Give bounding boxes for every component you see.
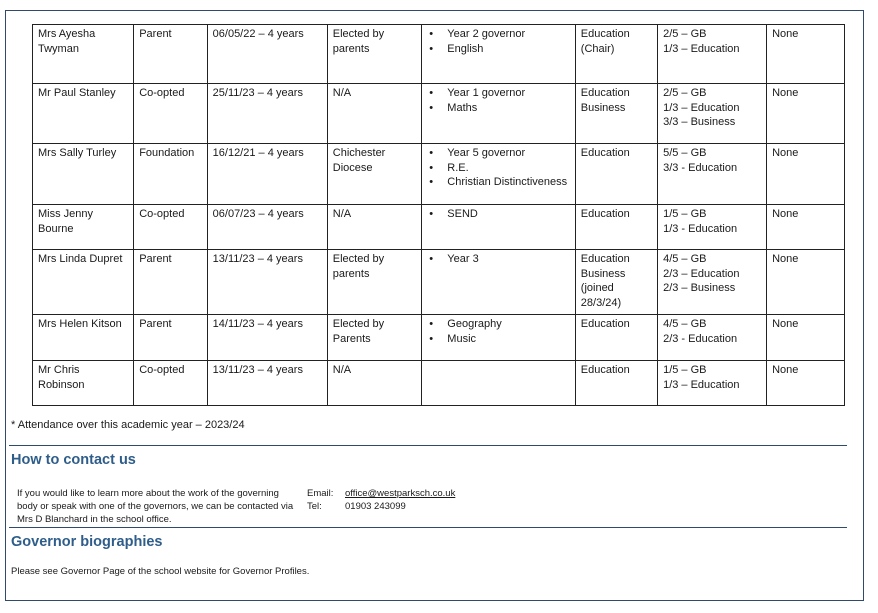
appointed-by-line: Parents xyxy=(332,332,371,345)
section-divider xyxy=(9,527,847,528)
contact-values xyxy=(345,487,455,513)
term-of-office xyxy=(207,250,327,315)
governor-name xyxy=(33,84,134,144)
term-of-office-line: 06/05/22 – 4 years xyxy=(212,28,304,40)
table-row xyxy=(33,84,845,144)
contact-description: If you would like to learn more about the work of the governing body or speak with one of the governors, we can be contacted via Mrs D Blanchard in the school office. xyxy=(17,488,294,525)
attendance-note: * Attendance over this academic year – 2023/24 xyxy=(11,419,245,431)
attendance xyxy=(658,25,767,84)
term-of-office-line: 13/11/23 – 4 years xyxy=(212,364,303,376)
tel-label: Tel: xyxy=(307,501,322,512)
committees-line: (joined xyxy=(580,282,614,294)
attendance-line: 3/3 - Education xyxy=(663,161,738,174)
governor-name xyxy=(33,361,134,406)
committees-line: Business xyxy=(580,267,626,280)
term-of-office xyxy=(207,144,327,205)
list-item: • SEND xyxy=(447,207,569,222)
biographies-heading: Governor biographies xyxy=(11,534,163,550)
business-interests: None xyxy=(767,84,845,144)
roles-list xyxy=(427,207,569,222)
committees xyxy=(575,205,657,250)
governor-roles xyxy=(422,144,575,205)
governor-category xyxy=(134,361,207,406)
table-row xyxy=(33,361,845,406)
attendance-line: 5/5 – GB xyxy=(663,147,707,159)
appointed-by-line: parents xyxy=(332,267,370,280)
governor-roles xyxy=(422,84,575,144)
roles-list xyxy=(427,86,569,115)
committees xyxy=(575,25,657,84)
business-interests: None xyxy=(767,144,845,205)
table-row xyxy=(33,25,845,84)
governor-name-line: Mrs Sally Turley xyxy=(38,147,117,159)
list-item: • Christian Distinctiveness xyxy=(447,175,569,190)
table-row xyxy=(33,315,845,361)
committees xyxy=(575,315,657,361)
attendance-line: 2/3 - Education xyxy=(663,332,738,345)
list-item: • English xyxy=(447,42,569,57)
governor-roles xyxy=(422,205,575,250)
governor-name-line: Mr Chris xyxy=(38,364,80,376)
term-of-office-line: 25/11/23 – 4 years xyxy=(212,87,303,99)
appointed-by xyxy=(327,25,422,84)
committees-line: Education xyxy=(580,318,630,330)
attendance-line: 1/5 – GB xyxy=(663,208,707,220)
attendance-line: 4/5 – GB xyxy=(663,318,707,330)
appointed-by-line: Diocese xyxy=(332,161,373,174)
committees-line: Education xyxy=(580,208,630,220)
governor-name-line: Mr Paul Stanley xyxy=(38,87,116,99)
governor-category xyxy=(134,25,207,84)
appointed-by-line: Elected by xyxy=(332,28,385,40)
appointed-by-line: N/A xyxy=(332,208,352,220)
committees-line: Education xyxy=(580,28,630,40)
governor-category xyxy=(134,250,207,315)
attendance xyxy=(658,250,767,315)
list-item: • Year 2 governor xyxy=(447,27,569,42)
attendance-line: 1/3 – Education xyxy=(663,378,740,391)
attendance-line: 1/3 – Education xyxy=(663,101,740,114)
committees xyxy=(575,361,657,406)
committees-line: Education xyxy=(580,364,630,376)
table-row xyxy=(33,205,845,250)
biographies-text: Please see Governor Page of the school website for Governor Profiles. xyxy=(11,566,310,577)
term-of-office-line: 06/07/23 – 4 years xyxy=(212,208,304,220)
governor-roles xyxy=(422,250,575,315)
governor-name-line: Twyman xyxy=(38,42,79,55)
committees-line: 28/3/24) xyxy=(580,296,622,309)
governor-category-line: Co-opted xyxy=(139,364,185,376)
governor-category-line: Parent xyxy=(139,28,172,40)
governor-category-line: Co-opted xyxy=(139,208,185,220)
appointed-by-line: Elected by xyxy=(332,253,385,265)
term-of-office xyxy=(207,315,327,361)
attendance-line: 4/5 – GB xyxy=(663,253,707,265)
appointed-by xyxy=(327,315,422,361)
email-link[interactable]: office@westparksch.co.uk xyxy=(345,488,456,499)
business-interests: None xyxy=(767,361,845,406)
committees-line: (Chair) xyxy=(580,42,615,55)
table-row xyxy=(33,144,845,205)
committees-line: Education xyxy=(580,253,630,265)
appointed-by xyxy=(327,84,422,144)
term-of-office-line: 13/11/23 – 4 years xyxy=(212,253,303,265)
roles-list xyxy=(427,146,569,190)
governor-name xyxy=(33,250,134,315)
committees xyxy=(575,144,657,205)
email-label: Email: xyxy=(307,488,334,499)
governor-roles xyxy=(422,25,575,84)
governor-name xyxy=(33,144,134,205)
attendance-line: 3/3 – Business xyxy=(663,116,736,128)
business-interests: None xyxy=(767,205,845,250)
attendance-line: 1/3 – Education xyxy=(663,42,740,55)
attendance xyxy=(658,361,767,406)
list-item: • Year 1 governor xyxy=(447,86,569,101)
attendance-line: 1/5 – GB xyxy=(663,364,707,376)
business-interests: None xyxy=(767,315,845,361)
business-interests: None xyxy=(767,25,845,84)
appointed-by xyxy=(327,205,422,250)
governor-name-line: Robinson xyxy=(38,378,85,391)
attendance-line: 2/5 – GB xyxy=(663,28,707,40)
appointed-by-line: Elected by xyxy=(332,318,385,330)
roles-list xyxy=(427,27,569,56)
attendance-line: 2/3 – Business xyxy=(663,282,736,294)
business-interests: None xyxy=(767,250,845,315)
governors-table xyxy=(32,24,845,406)
governor-name-line: Mrs Helen Kitson xyxy=(38,318,122,330)
appointed-by-line: Chichester xyxy=(332,147,386,159)
attendance-line: 2/3 – Education xyxy=(663,267,740,280)
governor-name xyxy=(33,315,134,361)
governor-category-line: Parent xyxy=(139,318,172,330)
governor-category xyxy=(134,205,207,250)
term-of-office xyxy=(207,84,327,144)
governor-name xyxy=(33,25,134,84)
telephone-number: 01903 243099 xyxy=(345,501,406,512)
term-of-office xyxy=(207,205,327,250)
governor-category xyxy=(134,144,207,205)
governor-roles xyxy=(422,361,575,406)
governor-name-line: Mrs Ayesha xyxy=(38,28,96,40)
governor-roles xyxy=(422,315,575,361)
roles-list xyxy=(427,317,569,346)
committees-line: Education xyxy=(580,87,630,99)
list-item: • Music xyxy=(447,332,569,347)
governor-category-line: Co-opted xyxy=(139,87,185,99)
attendance-line: 1/3 - Education xyxy=(663,222,738,235)
list-item: • Geography xyxy=(447,317,569,332)
attendance-line: 2/5 – GB xyxy=(663,87,707,99)
governor-name-line: Mrs Linda Dupret xyxy=(38,253,123,265)
governor-name-line: Miss Jenny xyxy=(38,208,94,220)
attendance xyxy=(658,84,767,144)
governor-category xyxy=(134,84,207,144)
attendance xyxy=(658,205,767,250)
appointed-by-line: parents xyxy=(332,42,370,55)
list-item: • Year 3 xyxy=(447,252,569,267)
attendance xyxy=(658,315,767,361)
governor-category xyxy=(134,315,207,361)
committees-line: Business xyxy=(580,101,626,114)
table-row xyxy=(33,250,845,315)
governor-category-line: Parent xyxy=(139,253,172,265)
roles-list xyxy=(427,252,569,267)
governor-name xyxy=(33,205,134,250)
term-of-office-line: 14/11/23 – 4 years xyxy=(212,318,303,330)
list-item: • Maths xyxy=(447,101,569,116)
appointed-by xyxy=(327,144,422,205)
committees xyxy=(575,84,657,144)
contact-labels xyxy=(307,487,333,513)
appointed-by xyxy=(327,250,422,315)
committees xyxy=(575,250,657,315)
section-divider xyxy=(9,445,847,446)
list-item: • Year 5 governor xyxy=(447,146,569,161)
term-of-office-line: 16/12/21 – 4 years xyxy=(212,147,304,159)
term-of-office xyxy=(207,25,327,84)
appointed-by-line: N/A xyxy=(332,364,352,376)
governor-name-line: Bourne xyxy=(38,222,74,235)
contact-heading: How to contact us xyxy=(11,452,136,468)
governor-category-line: Foundation xyxy=(139,147,195,159)
attendance xyxy=(658,144,767,205)
list-item: • R.E. xyxy=(447,161,569,176)
committees-line: Education xyxy=(580,147,630,159)
appointed-by-line: N/A xyxy=(332,87,352,99)
term-of-office xyxy=(207,361,327,406)
appointed-by xyxy=(327,361,422,406)
